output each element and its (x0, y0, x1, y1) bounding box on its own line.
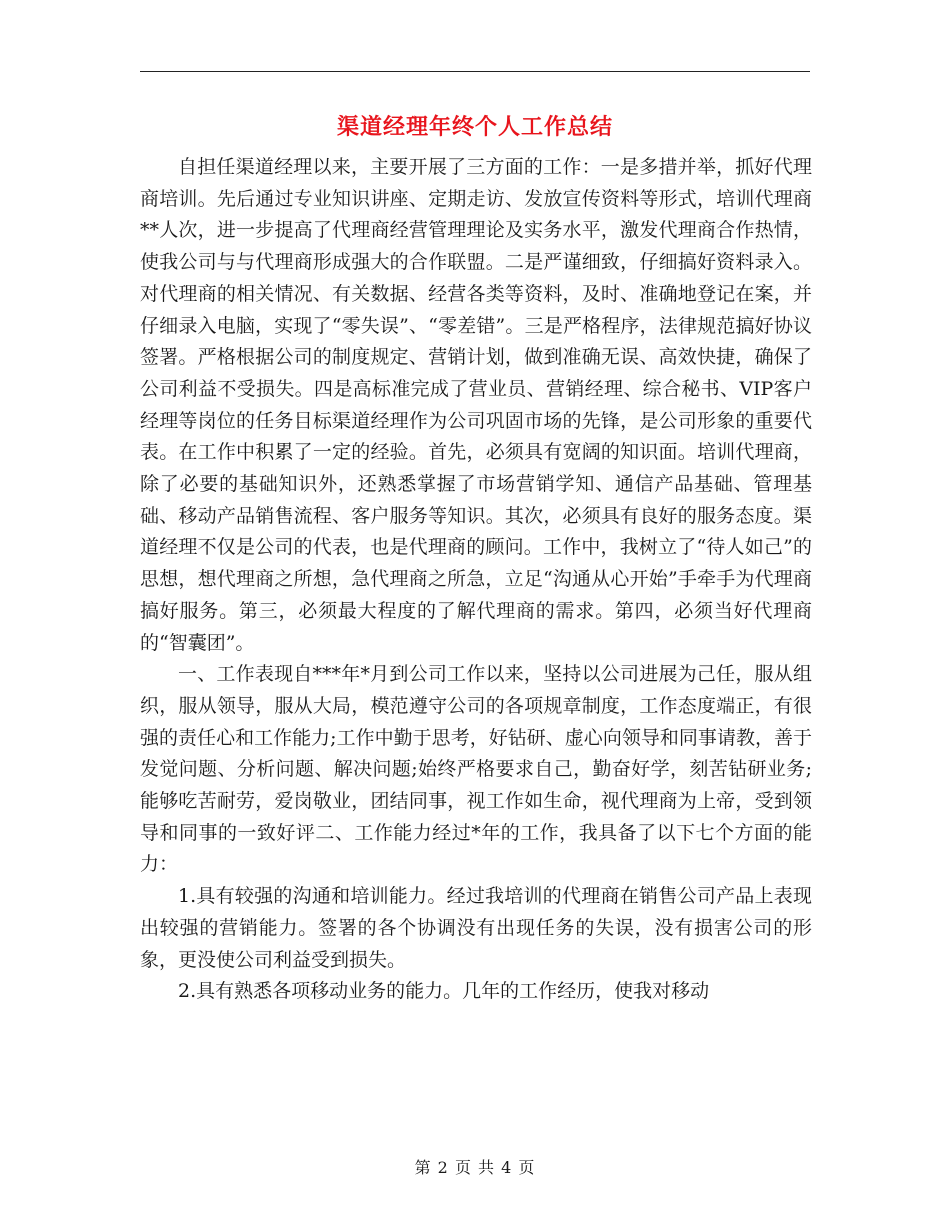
page-number: 第 2 页 共 4 页 (414, 1158, 536, 1177)
body-paragraph: 自担任渠道经理以来，主要开展了三方面的工作：一是多措并举，抓好代理商培训。先后通过专业知识讲座、定期走访、发放宣传资料等形式，培训代理商**人次，进一步提高了代理商经营管理理论及实务水平，激发代理商合作热情，使我公司与与代理商形成强大的合作联盟。二是严谨细致，仔细搞好资料录入。对代理商的相关情况、有关数据、经营各类等资料，及时、准确地登记在案，并仔细录入电脑，实现了“零失误”、“零差错”。三是严格程序，法律规范搞好协议签署。严格根据公司的制度规定、营销计划，做到准确无误、高效快捷，确保了公司利益不受损失。四是高标准完成了营业员、营销经理、综合秘书、VIP客户经理等岗位的任务目标渠道经理作为公司巩固市场的先锋，是公司形象的重要代表。在工作中积累了一定的经验。首先，必须具有宽阔的知识面。培训代理商，除了必要的基础知识外，还熟悉掌握了市场营销学知、通信产品基础、管理基础、移动产品销售流程、客户服务等知识。其次，必须具有良好的服务态度。渠道经理不仅是公司的代表，也是代理商的顾问。工作中，我树立了“待人如己”的思想，想代理商之所想，急代理商之所急，立足“沟通从心开始”手牵手为代理商搞好服务。第三，必须最大程度的了解代理商的需求。第四，必须当好代理商的“智囊团”。 (140, 156, 812, 654)
body-paragraph: 1.具有较强的沟通和培训能力。经过我培训的代理商在销售公司产品上表现出较强的营销能力。签署的各个协调没有出现任务的失误，没有损害公司的形象，更没使公司利益受到损失。 (140, 885, 812, 971)
document-title: 渠道经理年终个人工作总结 (336, 114, 613, 140)
body-paragraph: 2.具有熟悉各项移动业务的能力。几年的工作经历，使我对移动 (178, 980, 710, 1003)
body-paragraph: 一、工作表现自***年*月到公司工作以来，坚持以公司进展为己任，服从组织，服从领导，服从大局，模范遵守公司的各项规章制度，工作态度端正，有很强的责任心和工作能力;工作中勤于思考，好钻研、虚心向领导和同事请教，善于发觉问题、分析问题、解决问题;始终严格要求自己，勤奋好学，刻苦钻研业务;能够吃苦耐劳，爱岗敬业，团结同事，视工作如生命，视代理商为上帝，受到领导和同事的一致好评二、工作能力经过*年的工作，我具备了以下七个方面的能力： (140, 663, 812, 876)
header-rule (140, 71, 810, 72)
document-body (140, 152, 812, 1008)
